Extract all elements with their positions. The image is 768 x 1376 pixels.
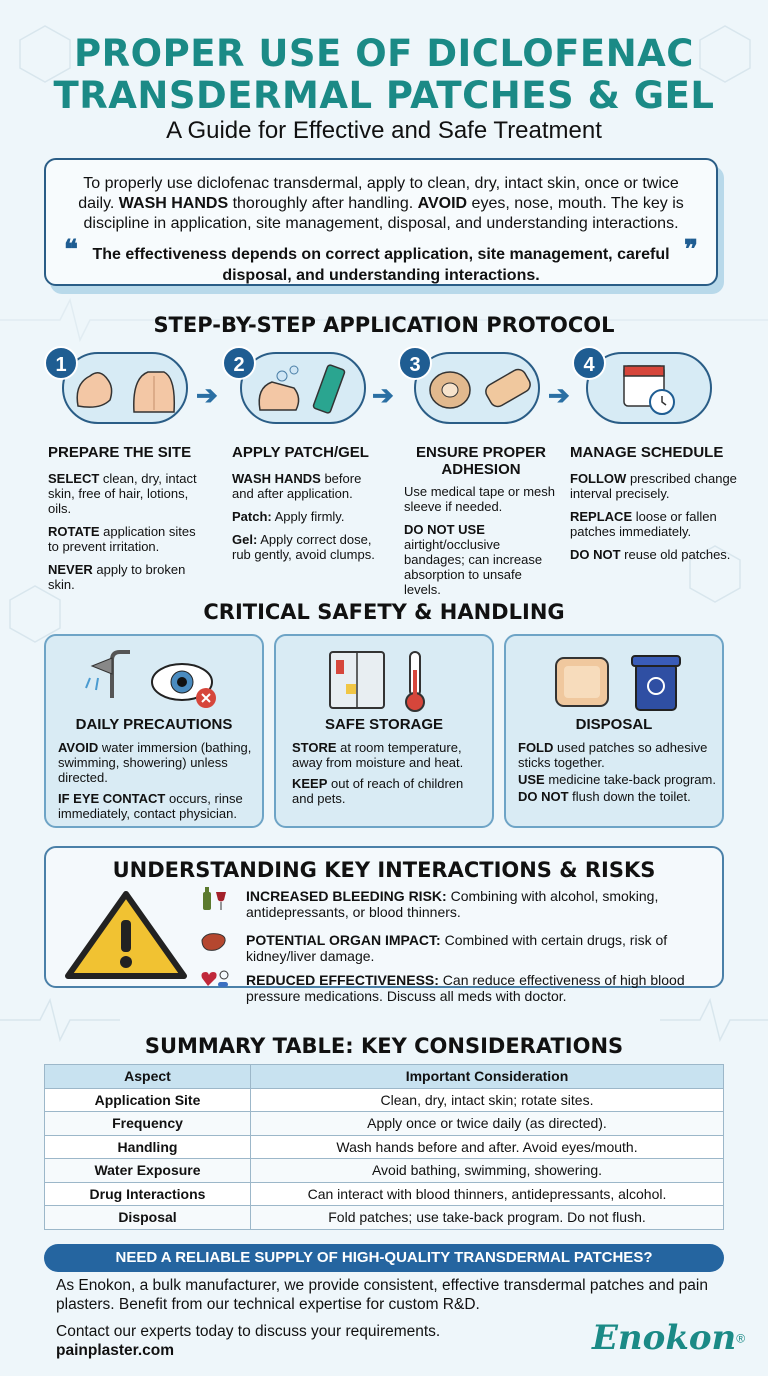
- disposal-card: [504, 634, 724, 828]
- step-2-image: [240, 352, 366, 424]
- close-quote-icon: ❞: [684, 235, 698, 265]
- disposal-title: DISPOSAL: [575, 716, 653, 733]
- disposal-body: FOLD used patches so adhesive sticks together. USE medicine take-back program. DO NOT flush down the toilet.: [518, 740, 716, 804]
- website-link[interactable]: painplaster.com: [56, 1342, 175, 1359]
- table-row: [45, 1135, 724, 1159]
- table-cell-value: Can interact with blood thinners, antidepressants, alcohol.: [251, 1182, 724, 1206]
- table-cell-value: Wash hands before and after. Avoid eyes/mouth.: [251, 1135, 724, 1159]
- safe-storage-title: SAFE STORAGE: [324, 716, 444, 733]
- daily-precautions-card: [44, 634, 264, 828]
- arrow-right-icon: ➔: [548, 380, 570, 410]
- table-cell-aspect: Frequency: [45, 1112, 251, 1136]
- safe-storage-body: STORE at room temperature, away from moisture and heat. KEEP out of reach of children and pets.: [292, 740, 464, 806]
- summary-table: [44, 1064, 724, 1230]
- shower-eye-icon: [82, 648, 232, 714]
- risk-bleeding: INCREASED BLEEDING RISK: Combining with alcohol, smoking, antidepressants, or blood thinners.: [246, 888, 659, 920]
- footer-contact: Contact our experts today to discuss your requirements.: [56, 1323, 441, 1340]
- arrow-right-icon: ➔: [372, 380, 394, 410]
- step-2: [232, 444, 382, 570]
- table-row: [45, 1112, 724, 1136]
- liver-icon: [200, 930, 228, 956]
- patch-bin-icon: [552, 650, 682, 714]
- step-1-image: [62, 352, 188, 424]
- safe-storage-card: [274, 634, 494, 828]
- registered-mark: ®: [736, 1331, 746, 1346]
- step-2-body: WASH HANDS before and after application. Patch: Apply firmly. Gel: Apply correct dose, rub gently, avoid clumps.: [232, 471, 375, 562]
- table-cell-value: Apply once or twice daily (as directed).: [251, 1112, 724, 1136]
- page-title-line-2: TRANSDERMAL PATCHES & GEL: [53, 74, 715, 117]
- table-row: [45, 1088, 724, 1112]
- risk-organ: POTENTIAL ORGAN IMPACT: Combined with certain drugs, risk of kidney/liver damage.: [246, 932, 668, 964]
- step-1: [48, 444, 208, 600]
- summary-table-wrapper: [44, 1064, 724, 1230]
- warning-icon: [62, 888, 190, 984]
- arm-muscle-icon: [64, 354, 186, 422]
- cabinet-thermometer-icon: [326, 646, 446, 716]
- daily-precautions-body: AVOID water immersion (bathing, swimming, showering) unless directed. IF EYE CONTACT occurs, rinse immediately, contact physician.: [58, 740, 252, 821]
- footer-description: As Enokon, a bulk manufacturer, we provide consistent, effective transdermal patches and pain plasters. Benefit from our technical expertise for custom R&D.: [56, 1277, 708, 1313]
- step-2-title: APPLY PATCH/GEL: [232, 444, 369, 461]
- table-row: [45, 1206, 724, 1230]
- arrow-right-icon: ➔: [196, 380, 218, 410]
- step-4-number: 4: [572, 346, 606, 380]
- table-cell-aspect: Water Exposure: [45, 1159, 251, 1183]
- safety-heading: CRITICAL SAFETY & HANDLING: [203, 600, 565, 624]
- risks-card: [44, 846, 724, 1004]
- intro-card: [44, 158, 718, 286]
- column-header-aspect: Aspect: [45, 1065, 251, 1089]
- summary-heading: SUMMARY TABLE: KEY CONSIDERATIONS: [144, 1034, 624, 1058]
- table-cell-value: Avoid bathing, swimming, showering.: [251, 1159, 724, 1183]
- tape-bandage-icon: [416, 354, 538, 422]
- table-cell-aspect: Drug Interactions: [45, 1182, 251, 1206]
- intro-text: To properly use diclofenac transdermal, apply to clean, dry, intact skin, once or twice daily. WASH HANDS thoroughly after handling. AVOID eyes, nose, mouth. The key is discipline in application, site management, disposal, and understanding interactions.: [78, 175, 684, 232]
- wine-bottle-icon: [200, 886, 228, 912]
- step-4-title: MANAGE SCHEDULE: [570, 444, 724, 461]
- daily-precautions-title: DAILY PRECAUTIONS: [75, 716, 233, 733]
- risk-effectiveness: REDUCED EFFECTIVENESS: Can reduce effectiveness of high blood pressure medications. Discuss all meds with doctor.: [246, 972, 685, 1004]
- step-3-number: 3: [398, 346, 432, 380]
- page-title-line-1: PROPER USE OF DICLOFENAC: [74, 32, 694, 75]
- protocol-heading: STEP-BY-STEP APPLICATION PROTOCOL: [153, 313, 615, 337]
- step-4-body: FOLLOW prescribed change interval precisely. REPLACE loose or fallen patches immediately. DO NOT reuse old patches.: [570, 471, 737, 562]
- table-row: [45, 1182, 724, 1206]
- step-3-image: [414, 352, 540, 424]
- step-3: [404, 444, 558, 605]
- table-cell-aspect: Application Site: [45, 1088, 251, 1112]
- calendar-clock-icon: [588, 354, 710, 422]
- hand-washing-icon: [242, 354, 364, 422]
- step-3-title: ENSURE PROPER ADHESION: [415, 444, 547, 478]
- table-cell-value: Clean, dry, intact skin; rotate sites.: [251, 1088, 724, 1112]
- step-1-title: PREPARE THE SITE: [48, 444, 192, 461]
- table-cell-aspect: Disposal: [45, 1206, 251, 1230]
- heart-pill-icon: [200, 970, 230, 998]
- table-row: [45, 1159, 724, 1183]
- page-subtitle: A Guide for Effective and Safe Treatment: [166, 117, 602, 144]
- column-header-consideration: Important Consideration: [251, 1065, 724, 1089]
- step-1-body: SELECT clean, dry, intact skin, free of hair, lotions, oils. ROTATE application sites to prevent irritation. NEVER apply to broken skin.: [48, 471, 197, 592]
- open-quote-icon: ❝: [64, 235, 78, 265]
- intro-quote: ❝ The effectiveness depends on correct application, site management, careful disposal, and understanding interactions. ❞: [64, 235, 698, 284]
- enokon-logo: Enokon®: [592, 1318, 746, 1358]
- table-cell-aspect: Handling: [45, 1135, 251, 1159]
- table-header-row: [45, 1065, 724, 1089]
- step-4: [570, 444, 740, 570]
- table-cell-value: Fold patches; use take-back program. Do not flush.: [251, 1206, 724, 1230]
- cta-banner[interactable]: NEED A RELIABLE SUPPLY OF HIGH-QUALITY TRANSDERMAL PATCHES?: [44, 1244, 724, 1272]
- risks-heading: UNDERSTANDING KEY INTERACTIONS & RISKS: [112, 858, 656, 882]
- step-1-number: 1: [44, 346, 78, 380]
- step-2-number: 2: [222, 346, 256, 380]
- step-3-body: Use medical tape or mesh sleeve if needed. DO NOT USE airtight/occlusive bandages; can increase absorption to unsafe levels.: [404, 484, 556, 597]
